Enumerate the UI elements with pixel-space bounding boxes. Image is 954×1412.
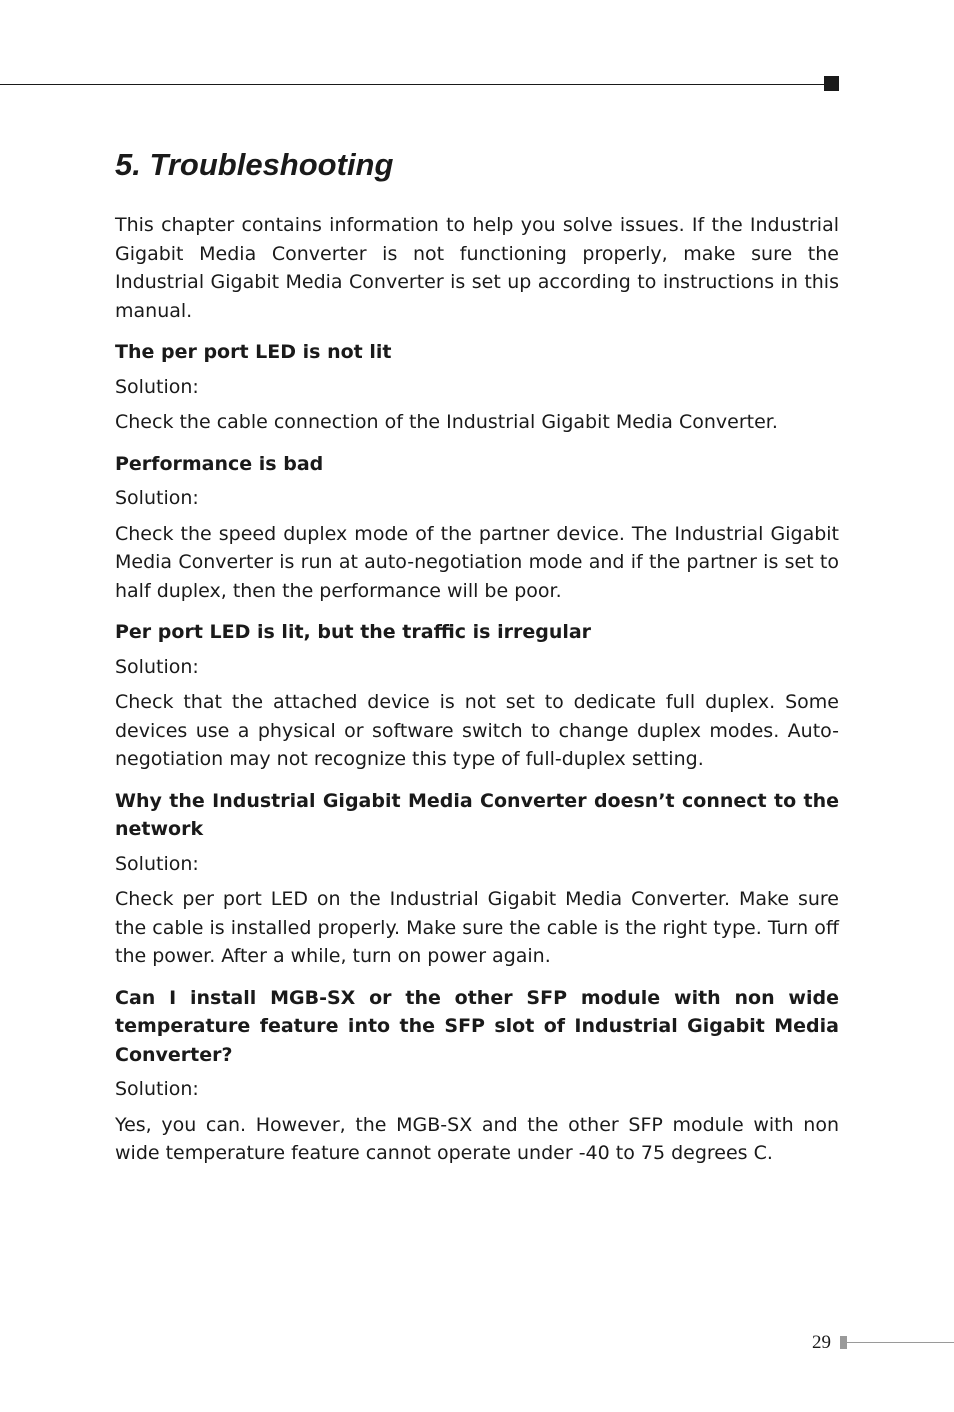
faq-answer: Check the cable connection of the Industrial Gigabit Media Converter. bbox=[115, 411, 778, 433]
faq-item-performance-bad bbox=[115, 450, 839, 606]
faq-solution-label: Solution: bbox=[115, 375, 199, 398]
faq-answer: Check the speed duplex mode of the partner device. The Industrial Gigabit Media Converter is run at auto-negotiation mode and if the partner is set to half duplex, then the performance will be poor. bbox=[115, 522, 839, 602]
faq-answer: Check that the attached device is not set to dedicate full duplex. Some devices use a physical or software switch to change duplex modes. Auto-negotiation may not recognize this type of full-duplex setting. bbox=[115, 691, 839, 770]
faq-item-led-not-lit bbox=[115, 338, 839, 437]
faq-question: Per port LED is lit, but the traffic is irregular bbox=[115, 621, 592, 643]
faq-solution-label: Solution: bbox=[115, 1078, 199, 1100]
faq-solution-label: Solution: bbox=[115, 852, 199, 875]
page-number: 29 bbox=[812, 1332, 831, 1353]
faq-solution-label: Solution: bbox=[115, 487, 199, 509]
header-rule bbox=[0, 84, 826, 85]
footer-rule bbox=[847, 1342, 954, 1343]
faq-question: Can I install MGB-SX or the other SFP module with non wide temperature feature into the SFP slot of Industrial Gigabit Media Converter? bbox=[115, 986, 839, 1066]
faq-answer: Check per port LED on the Industrial Gigabit Media Converter. Make sure the cable is installed properly. Make sure the cable is the right type. Turn off the power. After a while, turn on power again. bbox=[115, 888, 839, 967]
faq-question: The per port LED is not lit bbox=[115, 341, 392, 363]
page-title: 5. Troubleshooting bbox=[115, 147, 394, 182]
faq-item-no-connection bbox=[115, 787, 839, 971]
faq-question: Performance is bad bbox=[115, 452, 324, 475]
page-content bbox=[115, 140, 839, 1181]
faq-question: Why the Industrial Gigabit Media Converter doesn’t connect to the network bbox=[115, 789, 839, 840]
faq-item-traffic-irregular bbox=[115, 618, 839, 774]
faq-solution-label: Solution: bbox=[115, 655, 199, 678]
header-square-marker bbox=[824, 76, 839, 91]
faq-item-sfp-module bbox=[115, 984, 839, 1168]
faq-answer: Yes, you can. However, the MGB-SX and the other SFP module with non wide temperature feature cannot operate under -40 to 75 degrees C. bbox=[115, 1113, 839, 1164]
intro-paragraph: This chapter contains information to help you solve issues. If the Industrial Gigabit Media Converter is not functioning properly, make sure the Industrial Gigabit Media Converter is set up according to instructions in this manual. bbox=[115, 214, 839, 322]
footer-square-marker bbox=[840, 1336, 847, 1349]
